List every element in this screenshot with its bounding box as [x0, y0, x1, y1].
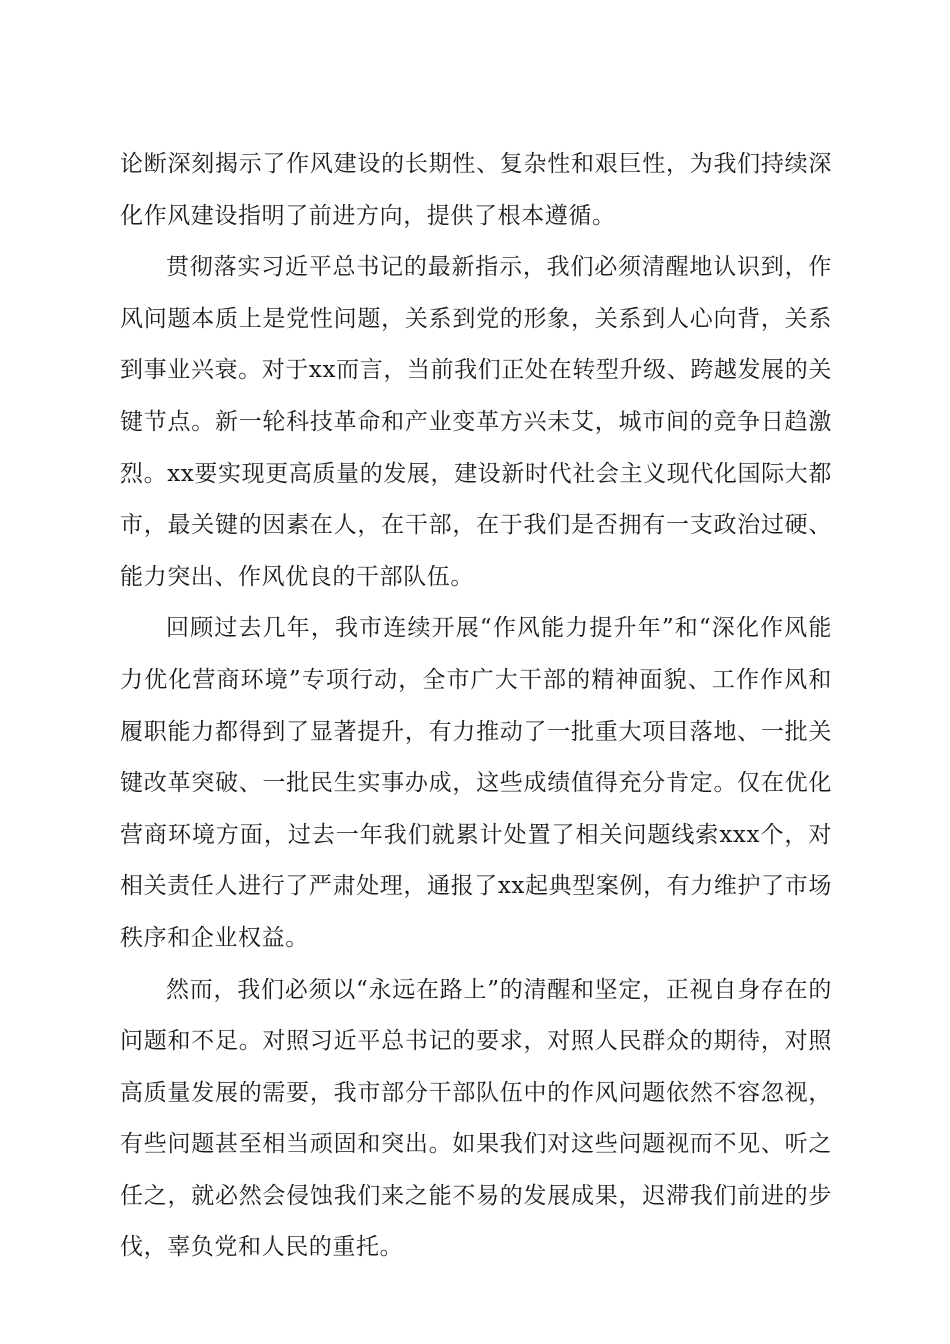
paragraph-style-importance: 贯彻落实习近平总书记的最新指示，我们必须清醒地认识到，作风问题本质上是党性问题，关系到党的形象，关系到人心向背，关系到事业兴衰。对于xx而言，当前我们正处在转型升级、跨越发展的关键节点。新一轮科技革命和产业变革方兴未艾，城市间的竞争日趋激烈。xx要实现更高质量的发展，建设新时代社会主义现代化国际大都市，最关键的因素在人，在干部，在于我们是否拥有一支政治过硬、能力突出、作风优良的干部队伍。 [120, 254, 832, 590]
paragraph-review-achievements: 回顾过去几年，我市连续开展“作风能力提升年”和“深化作风能力优化营商环境”专项行动，全市广大干部的精神面貌、工作作风和履职能力都得到了显著提升，有力推动了一批重大项目落地、一批关键改革突破、一批民生实事办成，这些成绩值得充分肯定。仅在优化营商环境方面，过去一年我们就累计处置了相关问题线索xxx个，对相关责任人进行了严肃处理，通报了xx起典型案例，有力维护了市场秩序和企业权益。 [120, 615, 832, 951]
paragraph-problems: 然而，我们必须以“永远在路上”的清醒和坚定，正视自身存在的问题和不足。对照习近平总书记的要求，对照人民群众的期待，对照高质量发展的需要，我市部分干部队伍中的作风问题依然不容忽视，有些问题甚至相当顽固和突出。如果我们对这些问题视而不见、听之任之，就必然会侵蚀我们来之能不易的发展成果，迟滞我们前进的步伐，辜负党和人民的重托。 [120, 976, 832, 1261]
paragraph-continuation: 论断深刻揭示了作风建设的长期性、复杂性和艰巨性，为我们持续深化作风建设指明了前进方向，提供了根本遵循。 [120, 151, 832, 229]
body-text [120, 139, 832, 1274]
